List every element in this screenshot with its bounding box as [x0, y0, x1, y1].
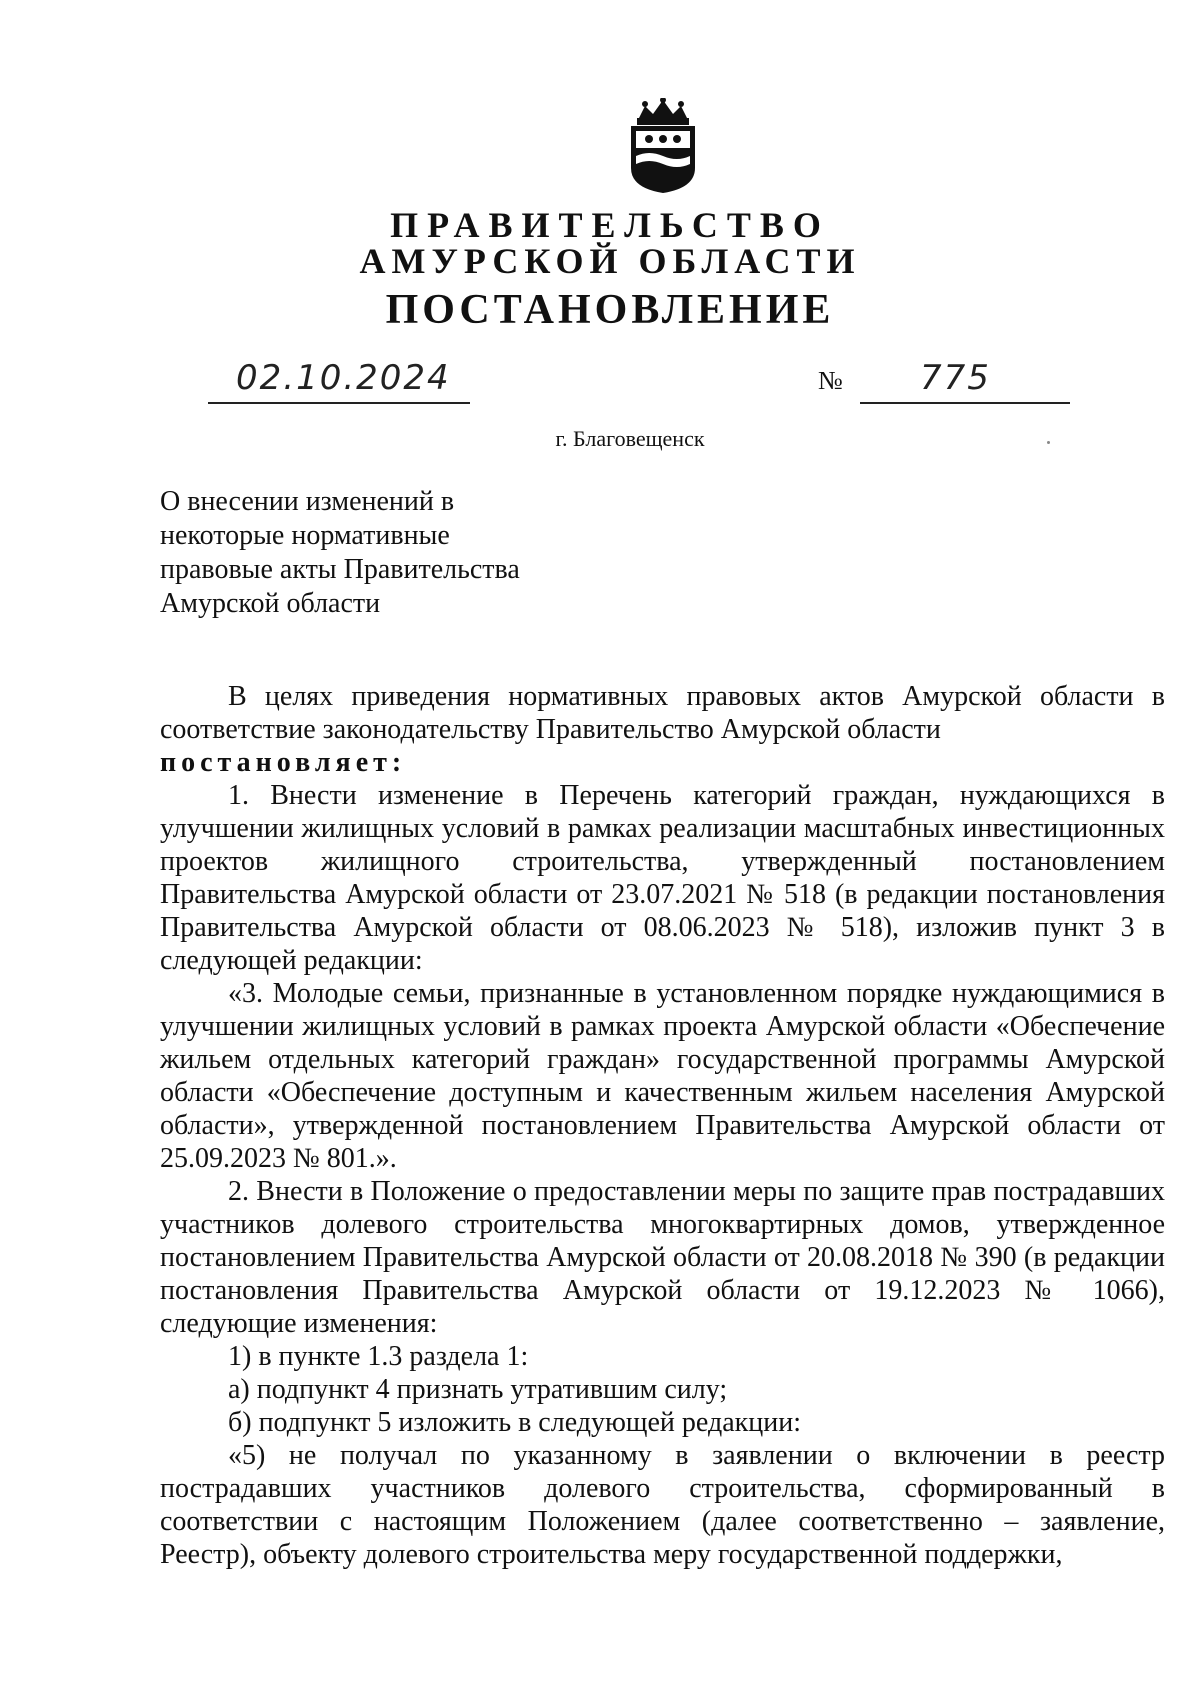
- body-paragraph: 1. Внести изменение в Перечень категорий граждан, нуждающихся в улучшении жилищных условий в рамках реализации масштабных инвестиционных проектов жилищного строительства, утвержденный постановлением Правительства Амурской области от 23.07.2021 № 518 (в редакции постановления Правительства Амурской области от 08.06.2023 № 518), изложив пункт 3 в следующей редакции:: [160, 780, 1165, 976]
- date-field: [208, 358, 470, 404]
- preamble-paragraph: В целях приведения нормативных правовых актов Амурской области в соответствие законодательству Правительство Амурской области: [160, 681, 1165, 745]
- city-label: г. Благовещенск: [555, 426, 705, 451]
- handwritten-date: 02.10.2024: [236, 358, 451, 398]
- body-paragraph: «3. Молодые семьи, признанные в установленном порядке нуждающимися в улучшении жилищных условий в рамках проекта Амурской области «Обеспечение жильем отдельных категорий граждан» государственной программы Амурской области «Обеспечение доступным и качественным жильем населения Амурской области», утвержденной постановлением Правительства Амурской области от 25.09.2023 № 801.».: [160, 978, 1165, 1174]
- body-paragraph: б) подпункт 5 изложить в следующей редакции:: [228, 1407, 801, 1438]
- handwritten-number: 775: [920, 358, 991, 398]
- body-paragraph: а) подпункт 4 признать утратившим силу;: [228, 1374, 728, 1405]
- number-sign: №: [818, 366, 843, 395]
- subject-line: некоторые нормативные: [160, 520, 450, 551]
- number-field: [860, 358, 1070, 404]
- body-paragraph: 2. Внести в Положение о предоставлении меры по защите прав пострадавших участников долевого строительства многоквартирных домов, утвержденное постановлением Правительства Амурской области от 20.08.2018 № 390 (в редакции постановления Правительства Амурской области от 19.12.2023 № 1066), следующие изменения:: [160, 1176, 1165, 1339]
- scan-speck: [1047, 441, 1050, 444]
- body-paragraph: 1) в пункте 1.3 раздела 1:: [228, 1341, 529, 1372]
- subject-line: О внесении изменений в: [160, 486, 455, 517]
- org-name-line1: ПРАВИТЕЛЬСТВО: [390, 205, 830, 245]
- decree-verb: постановляет:: [160, 747, 407, 778]
- document-subject: [160, 485, 520, 621]
- org-name-line2: АМУРСКОЙ ОБЛАСТИ: [359, 241, 861, 281]
- subject-line: правовые акты Правительства: [160, 554, 520, 585]
- document-type: ПОСТАНОВЛЕНИЕ: [385, 287, 835, 333]
- subject-line: Амурской области: [160, 588, 381, 619]
- document-body: [160, 680, 1165, 1571]
- body-paragraph: «5) не получал по указанному в заявлении о включении в реестр пострадавших участников долевого строительства, сформированный в соответствии с настоящим Положением (далее соответственно – заявление, Реестр), объекту долевого строительства меру государственной поддержки,: [160, 1440, 1165, 1570]
- coat-of-arms-icon: [625, 98, 701, 194]
